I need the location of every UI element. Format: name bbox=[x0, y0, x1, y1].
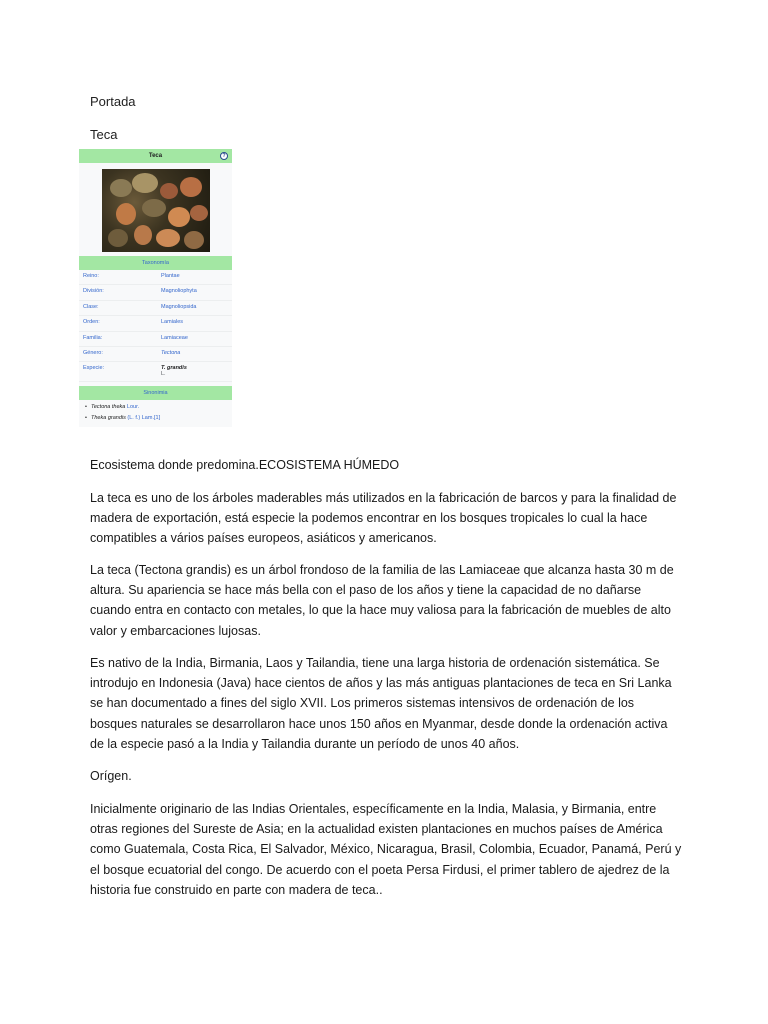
genus-name[interactable]: Tectona bbox=[161, 349, 181, 356]
synonym-item bbox=[85, 415, 228, 421]
row-value[interactable]: Plantae bbox=[161, 273, 180, 279]
synonym-author[interactable]: Lour. bbox=[126, 404, 140, 411]
row-key[interactable]: División: bbox=[83, 288, 104, 295]
row-key[interactable]: Género: bbox=[83, 349, 103, 356]
taxonomy-row bbox=[79, 270, 232, 285]
row-key[interactable]: Familia: bbox=[83, 334, 103, 341]
taxonomy-row bbox=[79, 316, 232, 331]
synonym-name: Theka grandis bbox=[91, 415, 126, 422]
synonym-item bbox=[85, 404, 228, 410]
taxonomy-row bbox=[79, 347, 232, 362]
infobox-title-bar bbox=[79, 149, 232, 163]
row-key[interactable]: Orden: bbox=[83, 319, 100, 326]
paragraph-ecosystem: Ecosistema donde predomina.ECOSISTEMA HÚMEDO bbox=[90, 458, 400, 472]
teak-photo bbox=[102, 169, 210, 252]
species-name: T. grandis bbox=[161, 365, 187, 372]
infobox-title: Teca bbox=[148, 153, 163, 159]
row-key[interactable]: Clase: bbox=[83, 303, 99, 310]
row-key[interactable]: Especie: bbox=[83, 365, 105, 372]
row-key[interactable]: Reino: bbox=[83, 273, 99, 279]
heading-portada: Portada bbox=[90, 94, 136, 109]
paragraph-intro: La teca es uno de los árboles maderables más utilizados en la fabricación de barcos y para la finalidad de madera de exportación, está especie la podemos encontrar en los bosques tropicales lo cual la hace compatibles a vários países europeos, asiáticos y americanos. bbox=[90, 491, 677, 546]
species-author: L. bbox=[161, 371, 166, 378]
taxonomy-row-species bbox=[79, 362, 232, 382]
paragraph-origin-title: Orígen. bbox=[90, 769, 132, 783]
heading-teca: Teca bbox=[90, 127, 118, 142]
row-value[interactable]: Magnoliopsida bbox=[161, 303, 197, 310]
paragraph-history: Es nativo de la India, Birmania, Laos y Tailandia, tiene una larga historia de ordenación sistemática. Se introdujo en Indonesia (Java) hace cientos de años y las más antiguas plantaciones de teca en Sri Lanka se han documentado a fines del siglo XVII. Los primeros sistemas intensivos de ordenación de los bosques naturales se desarrollaron hace unos 150 años en Myanmar, desde donde la ordenación activa de la especie pasó a la India y Tailandia durante un período de unos 40 años. bbox=[90, 656, 672, 751]
taxonomy-row bbox=[79, 301, 232, 316]
synonym-list bbox=[79, 400, 232, 421]
taxonomy-header: Taxonomía bbox=[79, 256, 232, 270]
paragraph-origin: Inicialmente originario de las Indias Orientales, específicamente en la India, Malasia, y Birmania, entre otras regiones del Sureste de Asia; en la actualidad existen plantaciones en muchos países de América como Guatemala, Costa Rica, El Salvador, México, Nicaragua, Brasil, Colombia, Ecuador, Panamá, Perú y el bosque ecuatorial del congo. De acuerdo con el poeta Persa Firdusi, el primer tablero de ajedrez de la historia fue construido en parte con madera de teca.. bbox=[90, 802, 682, 897]
synonym-name: Tectona theka bbox=[91, 404, 126, 411]
synonymy-header: Sinonimia bbox=[79, 386, 232, 400]
row-value[interactable] bbox=[161, 350, 180, 356]
help-icon[interactable]: ? bbox=[220, 152, 228, 160]
paragraph-description: La teca (Tectona grandis) es un árbol frondoso de la familia de las Lamiaceae que alcanza hasta 30 m de altura. Su apariencia se hace más bella con el paso de los años y tiene la capacidad de no dañarse cuando entra en contacto con metales, lo que la hace muy valiosa para la fabricación de muebles de alto valor y embarcaciones lujosas. bbox=[90, 563, 674, 638]
row-value bbox=[161, 365, 187, 377]
taxonomy-row bbox=[79, 332, 232, 347]
taxonomy-infobox bbox=[79, 149, 232, 427]
row-value[interactable]: Lamiales bbox=[161, 319, 184, 326]
synonym-author[interactable]: (L. f.) Lam.[1] bbox=[127, 415, 161, 422]
taxonomy-row bbox=[79, 285, 232, 300]
row-value[interactable]: Magnoliophyta bbox=[161, 288, 197, 295]
row-value[interactable]: Lamiaceae bbox=[161, 334, 188, 341]
